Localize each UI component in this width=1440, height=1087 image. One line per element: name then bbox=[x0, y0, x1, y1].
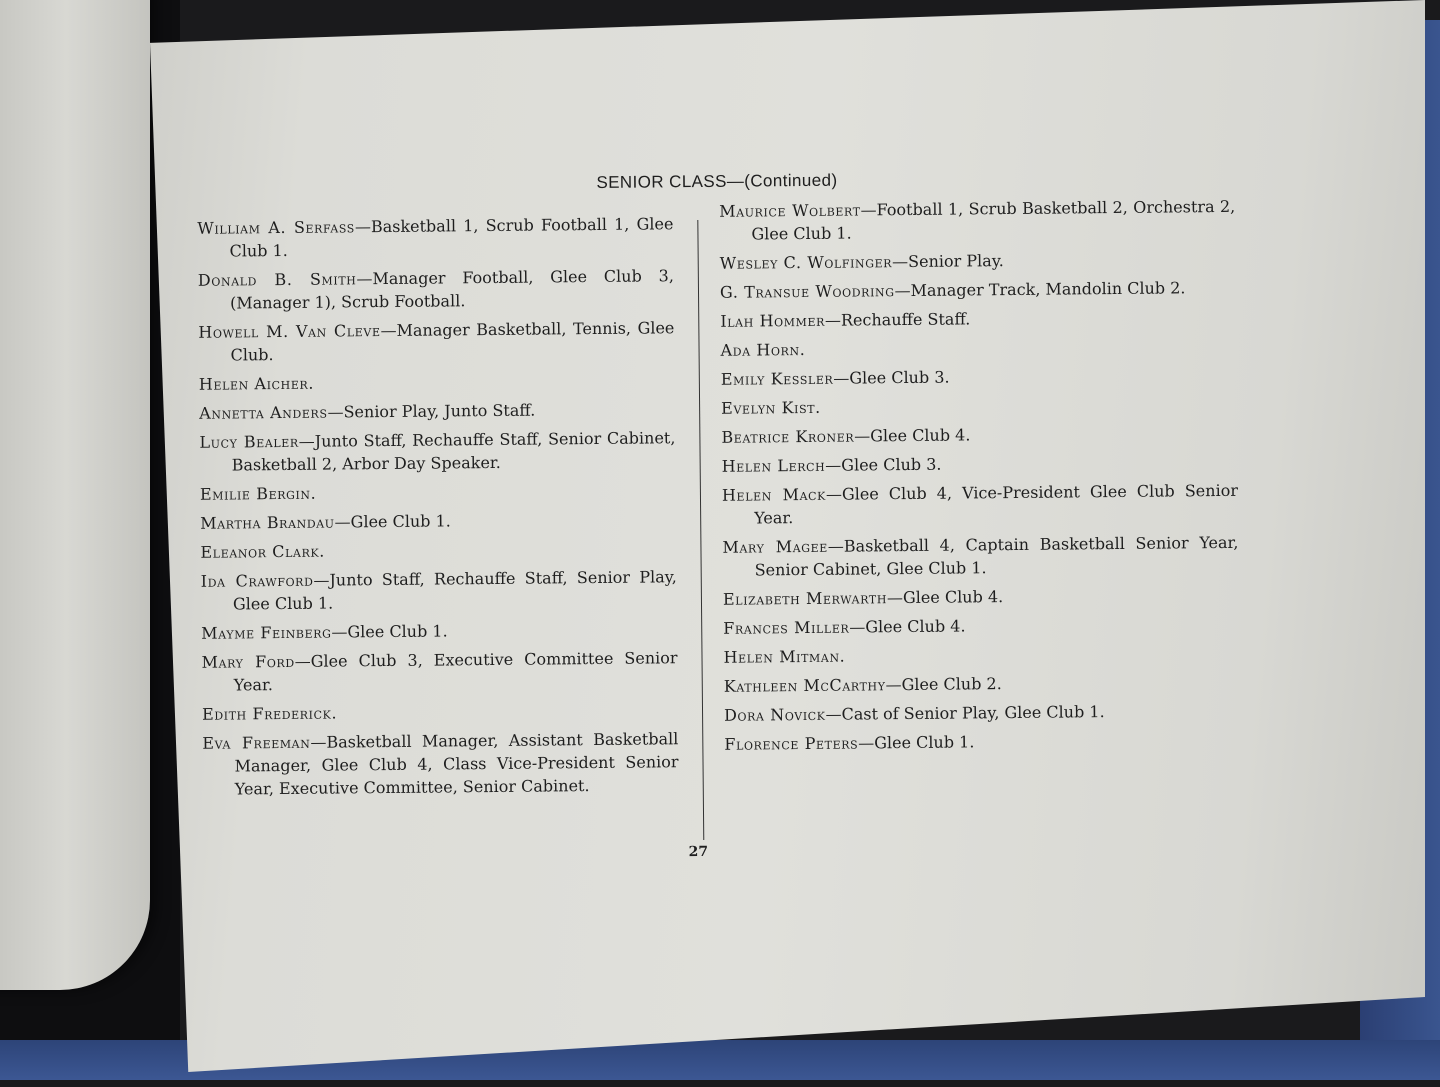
student-activities: —Glee Club 4. bbox=[887, 587, 1003, 607]
student-entry bbox=[720, 305, 1236, 333]
student-entry bbox=[721, 392, 1237, 420]
student-activities: —Glee Club 3. bbox=[825, 455, 941, 475]
student-name: Eleanor Clark. bbox=[200, 542, 325, 562]
student-activities: —Manager Track, Mandolin Club 2. bbox=[894, 278, 1185, 300]
student-name: Helen Aicher. bbox=[199, 374, 314, 394]
student-activities: —Rechauffe Staff. bbox=[825, 309, 971, 329]
student-entry bbox=[724, 699, 1240, 727]
student-entry bbox=[199, 368, 675, 396]
student-name: Mayme Feinberg bbox=[201, 623, 331, 643]
student-activities: —Glee Club 3, Executive Committee Senior Year. bbox=[234, 648, 678, 694]
student-entry bbox=[198, 316, 674, 367]
student-activities: —Glee Club 1. bbox=[331, 621, 447, 641]
student-activities: —Senior Play, Junto Staff. bbox=[327, 401, 535, 422]
student-name: Emily Kessler bbox=[721, 369, 834, 389]
student-entry bbox=[199, 397, 675, 425]
student-entry bbox=[719, 195, 1235, 246]
student-name: Kathleen McCarthy bbox=[724, 675, 886, 696]
student-entry bbox=[721, 363, 1237, 391]
student-entry bbox=[200, 507, 676, 535]
student-entry bbox=[200, 478, 676, 506]
student-activities: —Glee Club 1. bbox=[858, 732, 974, 752]
student-entry bbox=[201, 565, 677, 616]
student-name: Beatrice Kroner bbox=[721, 427, 854, 447]
student-activities: —Cast of Senior Play, Glee Club 1. bbox=[825, 702, 1104, 724]
student-name: Frances Miller bbox=[723, 618, 849, 638]
student-entry bbox=[720, 276, 1236, 304]
student-name: Maurice Wolbert bbox=[719, 200, 861, 220]
student-name: Martha Brandau bbox=[200, 513, 335, 533]
student-activities: —Glee Club 4. bbox=[849, 616, 965, 636]
student-name: Helen Mack bbox=[722, 485, 826, 505]
student-name: Eva Freeman bbox=[202, 733, 310, 753]
student-name: Ida Crawford bbox=[201, 571, 314, 591]
student-entry bbox=[723, 612, 1239, 640]
student-entry bbox=[202, 698, 678, 726]
student-name: William A. Serfass bbox=[197, 217, 355, 238]
student-name: Edith Frederick. bbox=[202, 703, 337, 723]
student-name: Florence Peters bbox=[724, 733, 858, 753]
student-name: Helen Mitman. bbox=[723, 647, 845, 667]
student-entry bbox=[722, 531, 1238, 582]
student-entry bbox=[201, 646, 677, 697]
right-column bbox=[719, 195, 1240, 762]
student-activities: —Basketball Manager, Assistant Basketball Manager, Glee Club 4, Class Vice-President Senior Year, Executive Committee, Senior Cabinet. bbox=[234, 729, 678, 798]
student-entry bbox=[720, 334, 1236, 362]
student-name: Helen Lerch bbox=[722, 456, 826, 476]
student-entry bbox=[723, 641, 1239, 669]
student-entry bbox=[720, 247, 1236, 275]
left-column bbox=[197, 212, 679, 807]
student-name: Lucy Bealer bbox=[199, 432, 298, 452]
student-entry bbox=[722, 450, 1238, 478]
student-name: G. Transue Woodring bbox=[720, 281, 895, 302]
student-name: Dora Novick bbox=[724, 705, 826, 725]
student-entry bbox=[722, 479, 1238, 530]
student-activities: —Manager Basketball, Tennis, Glee Club. bbox=[230, 318, 674, 364]
student-name: Emilie Bergin. bbox=[200, 484, 317, 504]
student-activities: —Glee Club 3. bbox=[833, 368, 949, 388]
student-entry bbox=[724, 670, 1240, 698]
student-entry bbox=[199, 426, 675, 477]
student-name: Evelyn Kist. bbox=[721, 398, 821, 418]
student-activities: —Manager Football, Glee Club 3, (Manager 1), Scrub Football. bbox=[230, 266, 674, 312]
student-name: Mary Ford bbox=[201, 652, 294, 672]
page-heading: SENIOR CLASS—(Continued) bbox=[437, 169, 997, 194]
student-name: Elizabeth Merwarth bbox=[723, 588, 887, 609]
student-entry bbox=[201, 617, 677, 645]
student-entry bbox=[198, 264, 674, 315]
student-activities: —Glee Club 2. bbox=[885, 674, 1001, 694]
student-entry bbox=[723, 583, 1239, 611]
student-activities: —Glee Club 1. bbox=[335, 511, 451, 531]
student-activities: —Senior Play. bbox=[892, 251, 1004, 271]
page-number: 27 bbox=[663, 844, 733, 861]
student-name: Donald B. Smith bbox=[198, 269, 357, 290]
student-name: Annetta Anders bbox=[199, 403, 328, 423]
student-entry bbox=[197, 212, 673, 263]
student-entry bbox=[724, 728, 1240, 756]
student-name: Ilah Hommer bbox=[720, 311, 825, 331]
student-name: Howell M. Van Cleve bbox=[198, 321, 380, 342]
student-name: Ada Horn. bbox=[720, 340, 805, 360]
student-activities: —Basketball 1, Scrub Football 1, Glee Club 1. bbox=[229, 214, 673, 260]
student-activities: —Junto Staff, Rechauffe Staff, Senior Cabinet, Basketball 2, Arbor Day Speaker. bbox=[232, 428, 676, 474]
student-activities: —Glee Club 4. bbox=[854, 425, 970, 445]
column-divider bbox=[697, 220, 704, 840]
student-activities: —Junto Staff, Rechauffe Staff, Senior Play, Glee Club 1. bbox=[233, 567, 677, 613]
student-entry bbox=[721, 421, 1237, 449]
student-entry bbox=[200, 536, 676, 564]
student-activities: —Football 1, Scrub Basketball 2, Orchestra 2, Glee Club 1. bbox=[751, 197, 1235, 244]
student-entry bbox=[202, 727, 679, 801]
student-activities: —Glee Club 4, Vice-President Glee Club Senior Year. bbox=[754, 481, 1238, 528]
student-name: Wesley C. Wolfinger bbox=[720, 252, 893, 273]
student-activities: —Basketball 4, Captain Basketball Senior Year, Senior Cabinet, Glee Club 1. bbox=[755, 533, 1239, 580]
student-name: Mary Magee bbox=[722, 537, 828, 557]
